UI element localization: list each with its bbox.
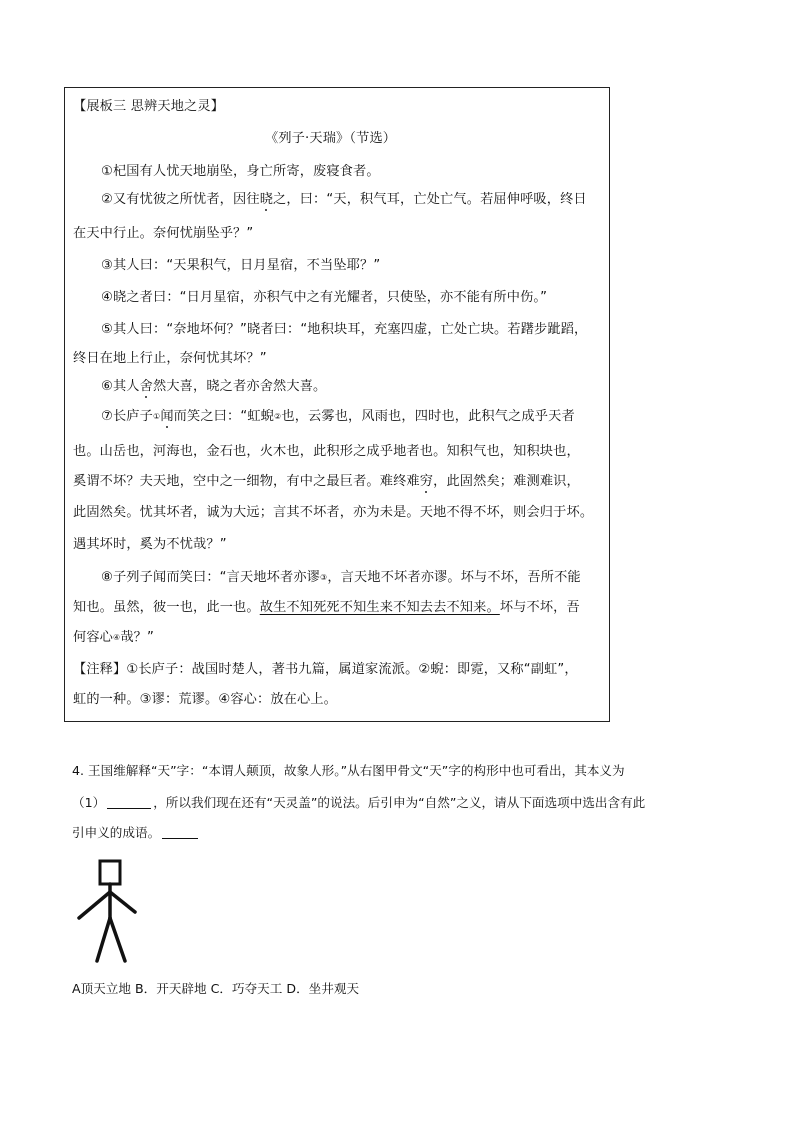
paragraph-3: ③其人曰：“天果积气，日月星宿，不当坠耶？”: [101, 258, 381, 273]
paragraph-2-line-2: 在天中行止。奈何忧崩坠乎？”: [73, 226, 254, 241]
answer-blank-1[interactable]: [107, 796, 151, 809]
question-4-line-1: 4. 王国维解释“天”字：“本谓人颠顶，故象人形。”从右图甲骨文“天”字的构形中也可看出，其本义为: [72, 763, 625, 778]
paragraph-8-line-1: ⑧子列子闻而笑曰：“言天地坏者亦谬③，言天地不坏者亦谬。坏与不坏，吾所不能: [101, 570, 581, 585]
paragraph-6: ⑥其人舍然大喜，晓之者亦舍然大喜。: [101, 379, 327, 394]
answer-blank-2[interactable]: [162, 826, 198, 839]
paragraph-7-line-4: 此固然矣。忧其坏者，诚为大远；言其不坏者，亦为未是。天地不得不坏，则会归于坏。: [73, 505, 594, 520]
footnote-marker: ②: [274, 412, 282, 421]
question-4-line-3: 引申义的成语。: [72, 824, 200, 842]
paragraph-7-line-2: 也。山岳也，河海也，金石也，火木也，此积形之成乎地者也。知积气也，知积块也，: [73, 444, 580, 459]
paragraph-5-line-1: ⑤其人曰：“奈地坏何？”晓者曰：“地积块耳，充塞四虚，亡处亡块。若躇步跐蹈，: [101, 322, 588, 337]
emphasis-dot-char: 穷: [419, 474, 434, 489]
underlined-sentence: 故生不知死死不知生来不知去去不知来。: [259, 600, 500, 615]
answer-options: A顶天立地 B．开天辟地 C．巧夺天工 D．坐井观天: [72, 981, 360, 996]
footnote-marker: ③: [320, 573, 328, 582]
paragraph-4: ④晓之者曰：“日月星宿，亦积气中之有光耀者，只使坠，亦不能有所中伤。”: [101, 290, 548, 305]
paragraph-5-line-2: 终日在地上行止，奈何忧其坏？”: [73, 351, 267, 366]
footnote-marker: ①: [153, 412, 161, 421]
paragraph-1: ①杞国有人忧天地崩坠，身亡所寄，废寝食者。: [101, 164, 380, 179]
paragraph-7-line-5: 遇其坏时，奚为不忧哉？”: [73, 537, 227, 552]
annotation-line-2: 虹的一种。③谬：荒谬。④容心：放在心上。: [73, 692, 338, 707]
footnote-marker: ④: [113, 633, 121, 642]
panel-header: 【展板三 思辨天地之灵】: [73, 99, 225, 114]
paragraph-7-line-3: 奚谓不坏？夫天地，空中之一细物，有中之最巨者。难终难穷，此固然矣；难测难识，: [73, 474, 580, 489]
emphasis-dot-char: 晓: [259, 192, 274, 207]
paragraph-8-line-3: 何容心④哉？”: [73, 630, 155, 645]
emphasis-dot-char: 闻: [160, 409, 174, 424]
paragraph-2-line-1: ②又有忧彼之所忧者，因往晓之，曰：“天，积气耳，亡处亡气。若屈伸呼吸，终日: [101, 192, 587, 207]
annotation-line-1: 【注释】①长庐子：战国时楚人，著书九篇，属道家流派。②蜺：即霓，又称“副虹”，: [73, 662, 578, 677]
exhibit-panel: [64, 87, 610, 722]
source-title: 《列子·天瑞》（节选）: [265, 131, 397, 146]
oracle-bone-tian-character-icon: [75, 858, 145, 968]
paragraph-8-line-2: 知也。虽然，彼一也，此一也。故生不知死死不知生来不知去去不知来。坏与不坏，吾: [73, 600, 580, 615]
question-4-line-2: （1） ，所以我们现在还有“天灵盖”的说法。后引申为“自然”之义，请从下面选项中选出含有此: [72, 795, 646, 810]
emphasis-dot-char: 舍: [139, 379, 153, 394]
paragraph-7-line-1: ⑦长庐子①闻而笑之曰：“虹蜺②也，云雾也，风雨也，四时也，此积气之成乎天者: [101, 409, 575, 424]
